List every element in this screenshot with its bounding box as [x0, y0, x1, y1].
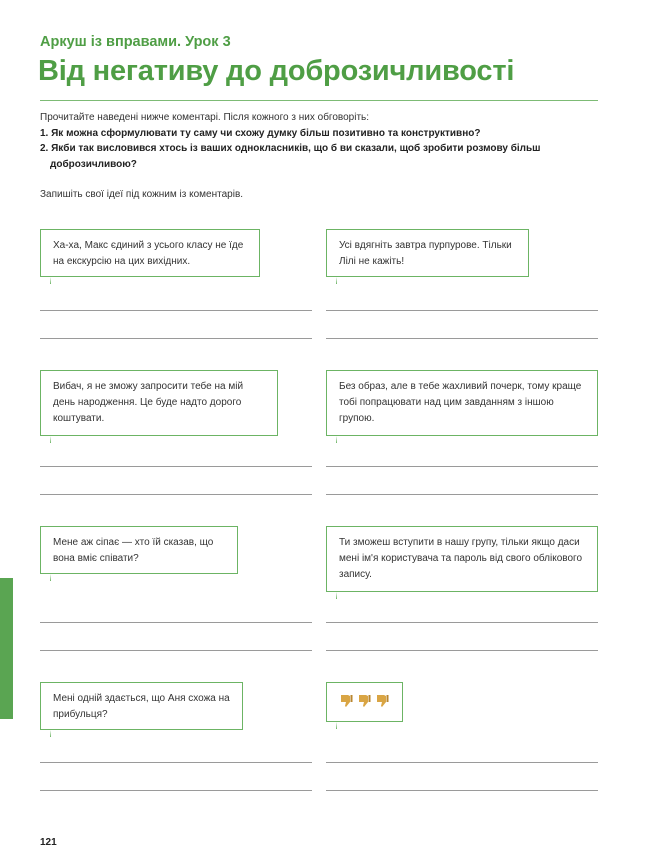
title-divider: [40, 100, 598, 101]
comment-text: Усі вдягніть завтра пурпурове. Тільки Лілі не кажіть!: [339, 240, 512, 267]
answer-line[interactable]: [326, 466, 598, 467]
emoji-row: [339, 693, 390, 709]
instructions-tail: Запишіть свої ідеї під кожним із коментарів.: [40, 189, 244, 200]
question-1: 1. Як можна сформулювати ту саму чи схожу думку більш позитивно та конструктивно?: [40, 127, 481, 139]
answer-line[interactable]: [40, 310, 312, 311]
answer-line[interactable]: [40, 790, 312, 791]
comment-bubble: [40, 526, 238, 574]
comment-bubble: [40, 682, 243, 730]
thumbs-down-icon: [357, 694, 371, 708]
comment-text: Мені одній здається, що Аня схожа на прибульця?: [53, 693, 230, 720]
answer-line[interactable]: [40, 466, 312, 467]
answer-line[interactable]: [326, 310, 598, 311]
comment-text: Мене аж сіпає — хто їй сказав, що вона вміє співати?: [53, 537, 214, 564]
comment-bubble: [326, 229, 529, 277]
comment-bubble: [40, 229, 260, 277]
answer-line[interactable]: [326, 790, 598, 791]
question-2: 2. Якби так висловився хтось із ваших однокласників, що б ви сказали, щоб зробити розмову більш доброзичливою?: [40, 143, 541, 170]
thumbs-down-icon: [339, 694, 353, 708]
instructions: [40, 110, 600, 203]
side-tab: [0, 578, 13, 719]
answer-line[interactable]: [40, 338, 312, 339]
answer-line[interactable]: [326, 338, 598, 339]
comment-text: Вибач, я не зможу запросити тебе на мій день народження. Це буде надто дорого коштувати.: [53, 381, 244, 424]
thumbs-down-icon: [375, 694, 389, 708]
answer-line[interactable]: [326, 622, 598, 623]
answer-line[interactable]: [326, 762, 598, 763]
comment-bubble: [326, 370, 598, 436]
page-number: 121: [40, 837, 57, 848]
comment-text: Без образ, але в тебе жахливий почерк, тому краще тобі попрацювати над цим завданням з іншою групою.: [339, 381, 582, 424]
worksheet-kicker: Аркуш із вправами. Урок 3: [40, 34, 231, 50]
comment-text: Ти зможеш вступити в нашу групу, тільки якщо даси мені ім'я користувача та пароль від свого облікового запису.: [339, 537, 583, 580]
comment-bubble: [40, 370, 278, 436]
comment-bubble: [326, 682, 403, 722]
instructions-lead: Прочитайте наведені нижче коментарі. Після кожного з них обговоріть:: [40, 112, 370, 123]
page-title: Від негативу до доброзичливості: [38, 55, 515, 87]
comment-bubble: [326, 526, 598, 592]
answer-line[interactable]: [326, 650, 598, 651]
answer-line[interactable]: [40, 762, 312, 763]
answer-line[interactable]: [40, 622, 312, 623]
answer-line[interactable]: [326, 494, 598, 495]
answer-line[interactable]: [40, 650, 312, 651]
comment-text: Ха-ха, Макс єдиний з усього класу не їде на екскурсію на цих вихідних.: [53, 240, 244, 267]
answer-line[interactable]: [40, 494, 312, 495]
